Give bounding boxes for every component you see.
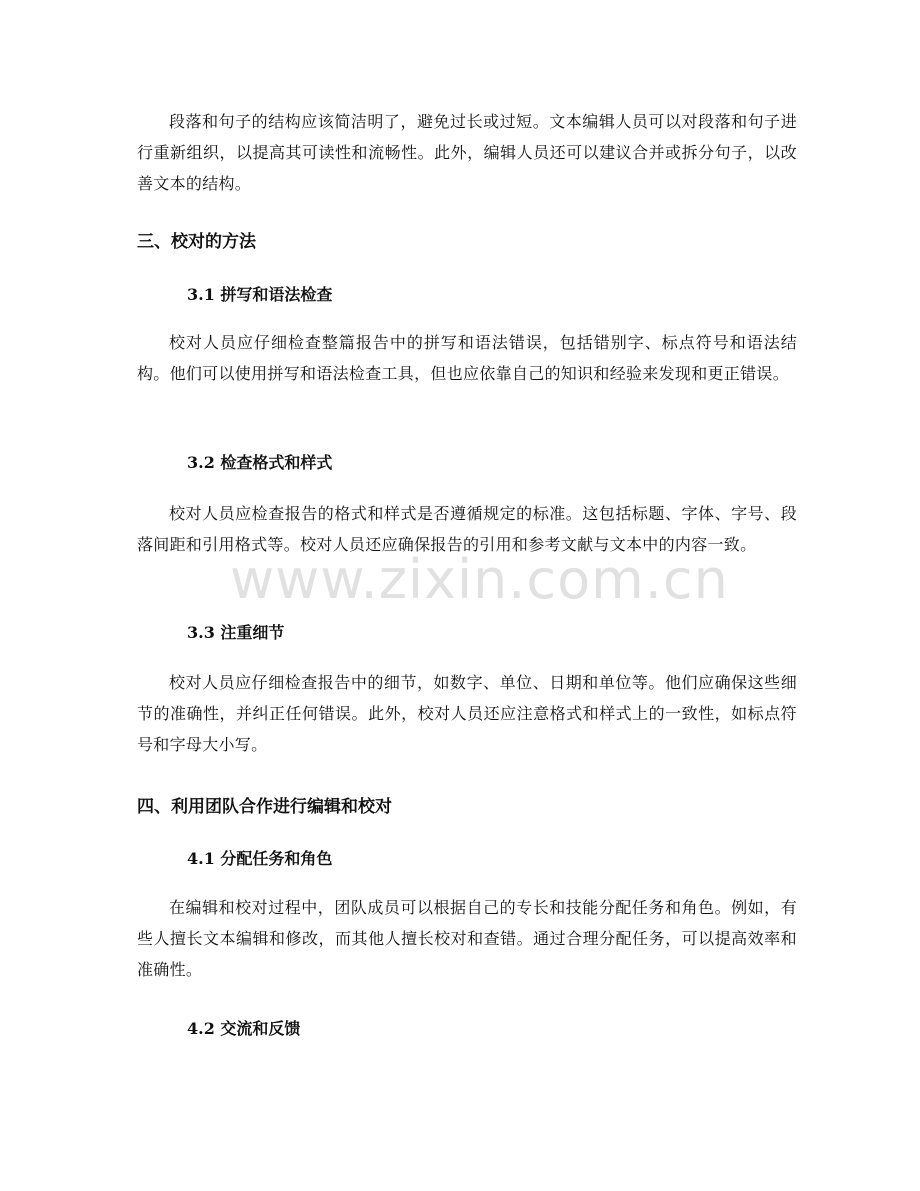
- paragraph-3-3: 校对人员应仔细检查报告中的细节，如数字、单位、日期和单位等。他们应确保这些细节的准确性，并纠正任何错误。此外，校对人员还应注意格式和样式上的一致性，如标点符号和字母大小写。: [137, 673, 797, 754]
- paragraph-3-1: 校对人员应仔细检查整篇报告中的拼写和语法错误，包括错别字、标点符号和语法结构。他们可以使用拼写和语法检查工具，但也应依靠自己的知识和经验来发现和更正错误。: [137, 333, 797, 383]
- paragraph-structure: 段落和句子的结构应该简洁明了，避免过长或过短。文本编辑人员可以对段落和句子进行重新组织，以提高其可读性和流畅性。此外，编辑人员还可以建议合并或拆分句子，以改善文本的结构。: [137, 112, 797, 193]
- paragraph-3-2: 校对人员应检查报告的格式和样式是否遵循规定的标准。这包括标题、字体、字号、段落间距和引用格式等。校对人员还应确保报告的引用和参考文献与文本中的内容一致。: [137, 504, 797, 554]
- subheading-3-3: 3.3 注重细节: [187, 623, 285, 642]
- paragraph-4-1: 在编辑和校对过程中，团队成员可以根据自己的专长和技能分配任务和角色。例如，有些人擅长文本编辑和修改，而其他人擅长校对和查错。通过合理分配任务，可以提高效率和准确性。: [137, 898, 797, 979]
- heading-section-4: 四、利用团队合作进行编辑和校对: [137, 797, 392, 817]
- subheading-4-1: 4.1 分配任务和角色: [187, 849, 333, 868]
- watermark-text: www.zixin.com.cn: [230, 548, 729, 611]
- heading-section-3: 三、校对的方法: [137, 232, 256, 252]
- subheading-3-1: 3.1 拼写和语法检查: [187, 285, 333, 304]
- subheading-3-2: 3.2 检查格式和样式: [187, 453, 333, 472]
- subheading-4-2: 4.2 交流和反馈: [187, 1019, 301, 1038]
